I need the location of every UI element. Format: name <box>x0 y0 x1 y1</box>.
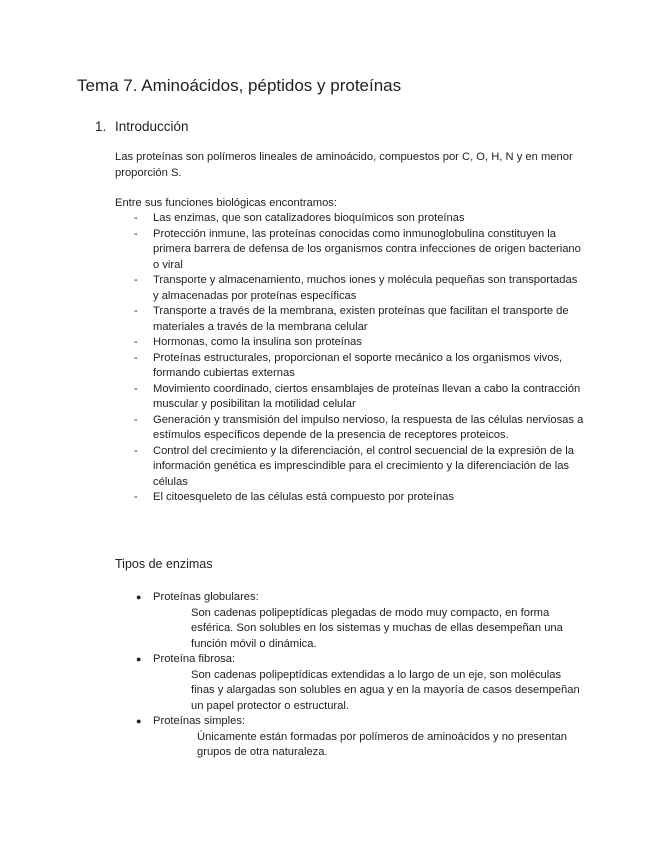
list-item <box>115 444 585 491</box>
list-item-text: Generación y transmisión del impulso nervioso, la respuesta de las células nerviosas a estímulos específicos depende de la presencia de receptores proteicos. <box>153 413 584 441</box>
dash-marker: - <box>134 491 138 503</box>
type-name: Proteínas globulares: <box>153 591 259 603</box>
list-item <box>115 304 585 335</box>
list-item-text: Transporte y almacenamiento, muchos iones y molécula pequeñas son transportadas y almacenadas por proteínas específicas <box>153 274 578 302</box>
list-item <box>115 382 585 413</box>
types-list <box>115 590 585 761</box>
type-name: Proteínas simples: <box>153 715 246 727</box>
list-item-text: Protección inmune, las proteínas conocidas como inmunoglobulina constituyen la primera barrera de defensa de los organismos contra infecciones de origen bacteriano o viral <box>153 227 581 271</box>
functions-lead: Entre sus funciones biológicas encontramos: <box>115 197 338 209</box>
dash-marker: - <box>134 336 138 348</box>
type-name: Proteína fibrosa: <box>153 653 236 665</box>
bullet-icon: ● <box>136 592 142 602</box>
functions-list <box>115 211 585 506</box>
list-item-text: Movimiento coordinado, ciertos ensamblajes de proteínas llevan a cabo la contracción muscular y posibilitan la motilidad celular <box>153 382 581 410</box>
list-item <box>115 211 585 227</box>
type-description: Son cadenas polipeptídicas plegadas de modo muy compacto, en forma esférica. Son solubles en los sistemas y muchas de ellas desempeñan una función móvil o dinámica. <box>191 606 563 650</box>
dash-marker: - <box>134 444 138 457</box>
list-item <box>115 335 585 351</box>
type-description: Son cadenas polipeptídicas extendidas a lo largo de un eje, son moléculas finas y alargadas son solubles en agua y en la mayoría de casos desempeñan un papel protector o estructural. <box>191 668 580 712</box>
type-description: Únicamente están formadas por polímeros de aminoácidos y no presentan grupos de otra naturaleza. <box>197 730 568 758</box>
dash-marker: - <box>134 274 138 286</box>
dash-marker: - <box>134 351 138 364</box>
dash-marker: - <box>134 305 138 317</box>
list-item-text: Control del crecimiento y la diferenciación, el control secuencial de la expresión de la información genética es imprescindible para el crecimiento y la diferenciación de las células <box>153 444 575 488</box>
list-item <box>115 714 585 761</box>
section-heading <box>95 119 189 134</box>
dash-marker: - <box>134 382 138 395</box>
list-item <box>115 652 585 714</box>
list-item-text: Hormonas, como la insulina son proteínas <box>153 336 362 348</box>
list-item <box>115 273 585 304</box>
list-item-text: Las enzimas, que son catalizadores bioquímicos son proteínas <box>153 212 465 224</box>
list-item <box>115 227 585 274</box>
dash-marker: - <box>134 212 138 224</box>
page-title: Tema 7. Aminoácidos, péptidos y proteínas <box>77 76 402 95</box>
list-item <box>115 413 585 444</box>
list-item <box>115 490 585 506</box>
dash-marker: - <box>134 413 138 426</box>
types-heading: Tipos de enzimas <box>115 557 213 571</box>
list-item-text: Proteínas estructurales, proporcionan el soporte mecánico a los organismos vivos, formando cubiertas externas <box>153 351 563 379</box>
dash-marker: - <box>134 227 138 240</box>
bullet-icon: ● <box>136 716 142 726</box>
bullet-icon: ● <box>136 654 142 664</box>
list-item-text: El citoesqueleto de las células está compuesto por proteínas <box>153 491 454 503</box>
list-item <box>115 351 585 382</box>
section-number: 1. <box>95 119 107 134</box>
section-label: Introducción <box>115 119 189 134</box>
intro-paragraph: Las proteínas son polímeros lineales de aminoácido, compuestos por C, O, H, N y en menor proporción S. <box>115 151 573 179</box>
list-item <box>115 590 585 652</box>
list-item-text: Transporte a través de la membrana, existen proteínas que facilitan el transporte de materiales a través de la membrana celular <box>153 305 569 333</box>
